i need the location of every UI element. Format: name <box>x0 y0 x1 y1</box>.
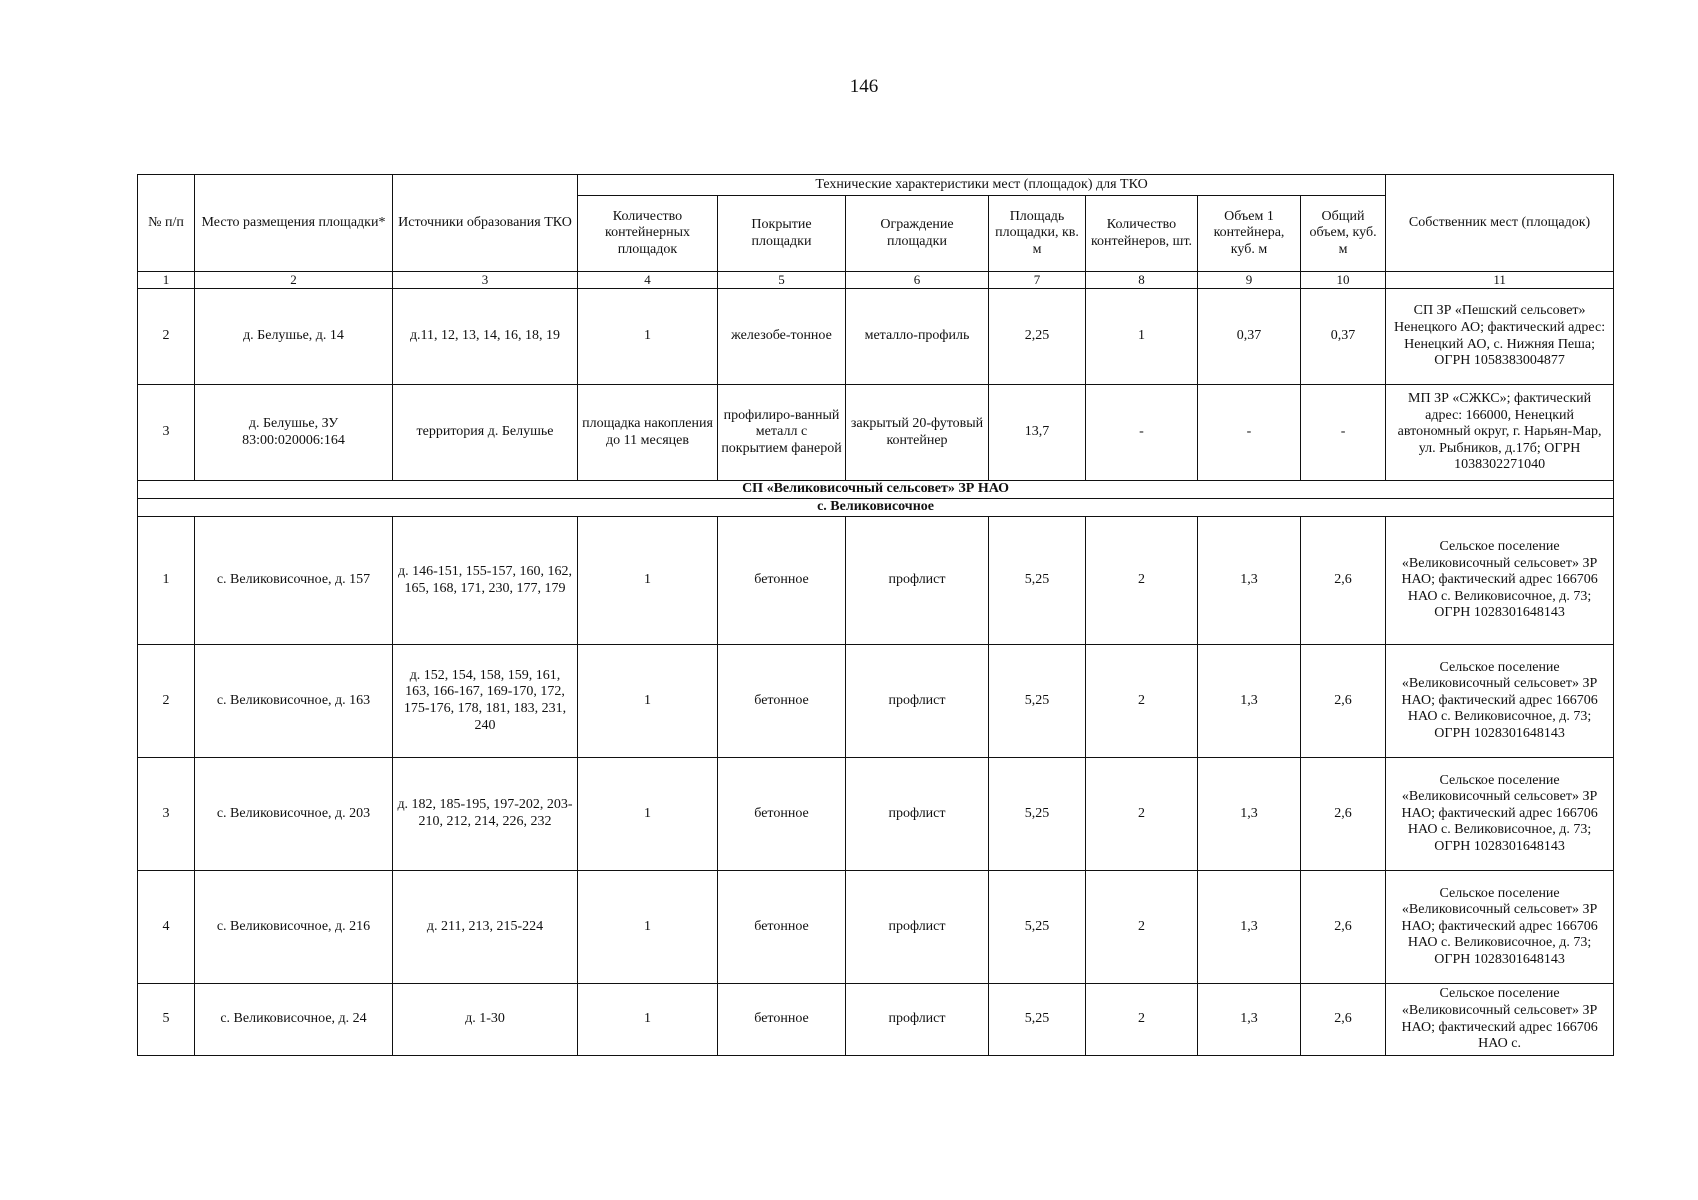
section-title: СП «Великовисочный сельсовет» ЗР НАО <box>138 481 1614 499</box>
cell-surface: бетонное <box>718 645 846 758</box>
cell-owner: Сельское поселение «Великовисочный сельсовет» ЗР НАО; фактический адрес 166706 НАО с. Великовисочное, д. 73; ОГРН 1028301648143 <box>1386 758 1614 871</box>
header-qty-sites: Количество контейнерных площадок <box>578 196 718 272</box>
column-number: 4 <box>578 272 718 289</box>
cell-area: 13,7 <box>989 385 1086 481</box>
column-number: 2 <box>195 272 393 289</box>
cell-no: 5 <box>138 984 195 1056</box>
header-place: Место размещения площадки* <box>195 175 393 272</box>
column-number: 3 <box>393 272 578 289</box>
column-number: 6 <box>846 272 989 289</box>
table-row <box>138 645 1614 758</box>
cell-fence: профлист <box>846 517 989 645</box>
cell-owner: Сельское поселение «Великовисочный сельсовет» ЗР НАО; фактический адрес 166706 НАО с. Великовисочное, д. 73; ОГРН 1028301648143 <box>1386 645 1614 758</box>
header-surface: Покрытие площадки <box>718 196 846 272</box>
cell-fence: профлист <box>846 871 989 984</box>
cell-owner: Сельское поселение «Великовисочный сельсовет» ЗР НАО; фактический адрес 166706 НАО с. Великовисочное, д. 73; ОГРН 1028301648143 <box>1386 517 1614 645</box>
subsection-title: с. Великовисочное <box>138 499 1614 517</box>
cell-sources: д. 182, 185-195, 197-202, 203-210, 212, 214, 226, 232 <box>393 758 578 871</box>
cell-place: с. Великовисочное, д. 163 <box>195 645 393 758</box>
cell-area: 5,25 <box>989 984 1086 1056</box>
cell-qty: 1 <box>578 645 718 758</box>
cell-qty: 1 <box>578 289 718 385</box>
cell-surface: бетонное <box>718 871 846 984</box>
cell-no: 3 <box>138 758 195 871</box>
table-row <box>138 517 1614 645</box>
cell-qty: 1 <box>578 984 718 1056</box>
cell-area: 5,25 <box>989 758 1086 871</box>
header-area: Площадь площадки, кв. м <box>989 196 1086 272</box>
column-number: 7 <box>989 272 1086 289</box>
cell-owner: МП ЗР «СЖКС»; фактический адрес: 166000, Ненецкий автономный округ, г. Нарьян-Мар, ул. Рыбников, д.17б; ОГРН 1038302271040 <box>1386 385 1614 481</box>
column-number: 1 <box>138 272 195 289</box>
column-number: 11 <box>1386 272 1614 289</box>
cell-surface: железобе-тонное <box>718 289 846 385</box>
header-owner: Собственник мест (площадок) <box>1386 175 1614 272</box>
cell-total-volume: 2,6 <box>1301 871 1386 984</box>
cell-total-volume: 2,6 <box>1301 984 1386 1056</box>
waste-sites-table <box>137 174 1614 1056</box>
cell-surface: бетонное <box>718 984 846 1056</box>
cell-area: 2,25 <box>989 289 1086 385</box>
cell-fence: металло-профиль <box>846 289 989 385</box>
cell-sources: д. 211, 213, 215-224 <box>393 871 578 984</box>
cell-total-volume: 0,37 <box>1301 289 1386 385</box>
table-row <box>138 385 1614 481</box>
cell-area: 5,25 <box>989 517 1086 645</box>
cell-qty: 1 <box>578 871 718 984</box>
section-row <box>138 481 1614 499</box>
cell-no: 2 <box>138 289 195 385</box>
cell-qty: 1 <box>578 517 718 645</box>
cell-sources: территория д. Белушье <box>393 385 578 481</box>
cell-surface: профилиро-ванный металл с покрытием фанерой <box>718 385 846 481</box>
cell-volume-one: - <box>1198 385 1301 481</box>
cell-fence: профлист <box>846 758 989 871</box>
cell-total-volume: 2,6 <box>1301 645 1386 758</box>
cell-place: с. Великовисочное, д. 203 <box>195 758 393 871</box>
column-number: 9 <box>1198 272 1301 289</box>
cell-fence: профлист <box>846 984 989 1056</box>
cell-sources: д.11, 12, 13, 14, 16, 18, 19 <box>393 289 578 385</box>
cell-total-volume: 2,6 <box>1301 758 1386 871</box>
header-fence: Ограждение площадки <box>846 196 989 272</box>
cell-surface: бетонное <box>718 517 846 645</box>
cell-sources: д. 152, 154, 158, 159, 161, 163, 166-167, 169-170, 172, 175-176, 178, 181, 183, 231, 240 <box>393 645 578 758</box>
header-volume-one: Объем 1 контейнера, куб. м <box>1198 196 1301 272</box>
table-row <box>138 758 1614 871</box>
header-group-title: Технические характеристики мест (площадок) для ТКО <box>578 175 1386 196</box>
cell-containers: 2 <box>1086 758 1198 871</box>
cell-containers: 2 <box>1086 871 1198 984</box>
cell-volume-one: 1,3 <box>1198 517 1301 645</box>
cell-place: с. Великовисочное, д. 216 <box>195 871 393 984</box>
header-sources: Источники образования ТКО <box>393 175 578 272</box>
column-number: 10 <box>1301 272 1386 289</box>
cell-no: 1 <box>138 517 195 645</box>
cell-owner: Сельское поселение «Великовисочный сельсовет» ЗР НАО; фактический адрес 166706 НАО с. Великовисочное, д. 73; ОГРН 1028301648143 <box>1386 871 1614 984</box>
cell-containers: 1 <box>1086 289 1198 385</box>
table-row <box>138 289 1614 385</box>
cell-surface: бетонное <box>718 758 846 871</box>
table-header <box>138 175 1614 272</box>
cell-sources: д. 1-30 <box>393 984 578 1056</box>
column-numbers-row <box>138 272 1614 289</box>
cell-containers: 2 <box>1086 517 1198 645</box>
page-number: 146 <box>849 76 879 97</box>
cell-volume-one: 1,3 <box>1198 871 1301 984</box>
cell-qty: 1 <box>578 758 718 871</box>
cell-containers: - <box>1086 385 1198 481</box>
cell-area: 5,25 <box>989 645 1086 758</box>
cell-containers: 2 <box>1086 645 1198 758</box>
cell-volume-one: 1,3 <box>1198 645 1301 758</box>
cell-place: с. Великовисочное, д. 157 <box>195 517 393 645</box>
header-no: № п/п <box>138 175 195 272</box>
cell-sources: д. 146-151, 155-157, 160, 162, 165, 168, 171, 230, 177, 179 <box>393 517 578 645</box>
cell-owner: Сельское поселение «Великовисочный сельсовет» ЗР НАО; фактический адрес 166706 НАО с. <box>1386 984 1614 1056</box>
cell-no: 4 <box>138 871 195 984</box>
cell-place: с. Великовисочное, д. 24 <box>195 984 393 1056</box>
subsection-row <box>138 499 1614 517</box>
cell-no: 3 <box>138 385 195 481</box>
cell-volume-one: 1,3 <box>1198 984 1301 1056</box>
cell-volume-one: 0,37 <box>1198 289 1301 385</box>
cell-volume-one: 1,3 <box>1198 758 1301 871</box>
column-number: 8 <box>1086 272 1198 289</box>
table-row <box>138 871 1614 984</box>
cell-qty: площадка накопления до 11 месяцев <box>578 385 718 481</box>
table-body <box>138 272 1614 1056</box>
cell-place: д. Белушье, ЗУ 83:00:020006:164 <box>195 385 393 481</box>
cell-total-volume: - <box>1301 385 1386 481</box>
cell-containers: 2 <box>1086 984 1198 1056</box>
cell-no: 2 <box>138 645 195 758</box>
header-containers: Количество контейнеров, шт. <box>1086 196 1198 272</box>
cell-fence: закрытый 20-футовый контейнер <box>846 385 989 481</box>
cell-place: д. Белушье, д. 14 <box>195 289 393 385</box>
table-row <box>138 984 1614 1056</box>
cell-total-volume: 2,6 <box>1301 517 1386 645</box>
cell-area: 5,25 <box>989 871 1086 984</box>
cell-fence: профлист <box>846 645 989 758</box>
header-total-volume: Общий объем, куб. м <box>1301 196 1386 272</box>
cell-owner: СП ЗР «Пешский сельсовет» Ненецкого АО; фактический адрес: Ненецкий АО, с. Нижняя Пеша; ОГРН 1058383004877 <box>1386 289 1614 385</box>
column-number: 5 <box>718 272 846 289</box>
